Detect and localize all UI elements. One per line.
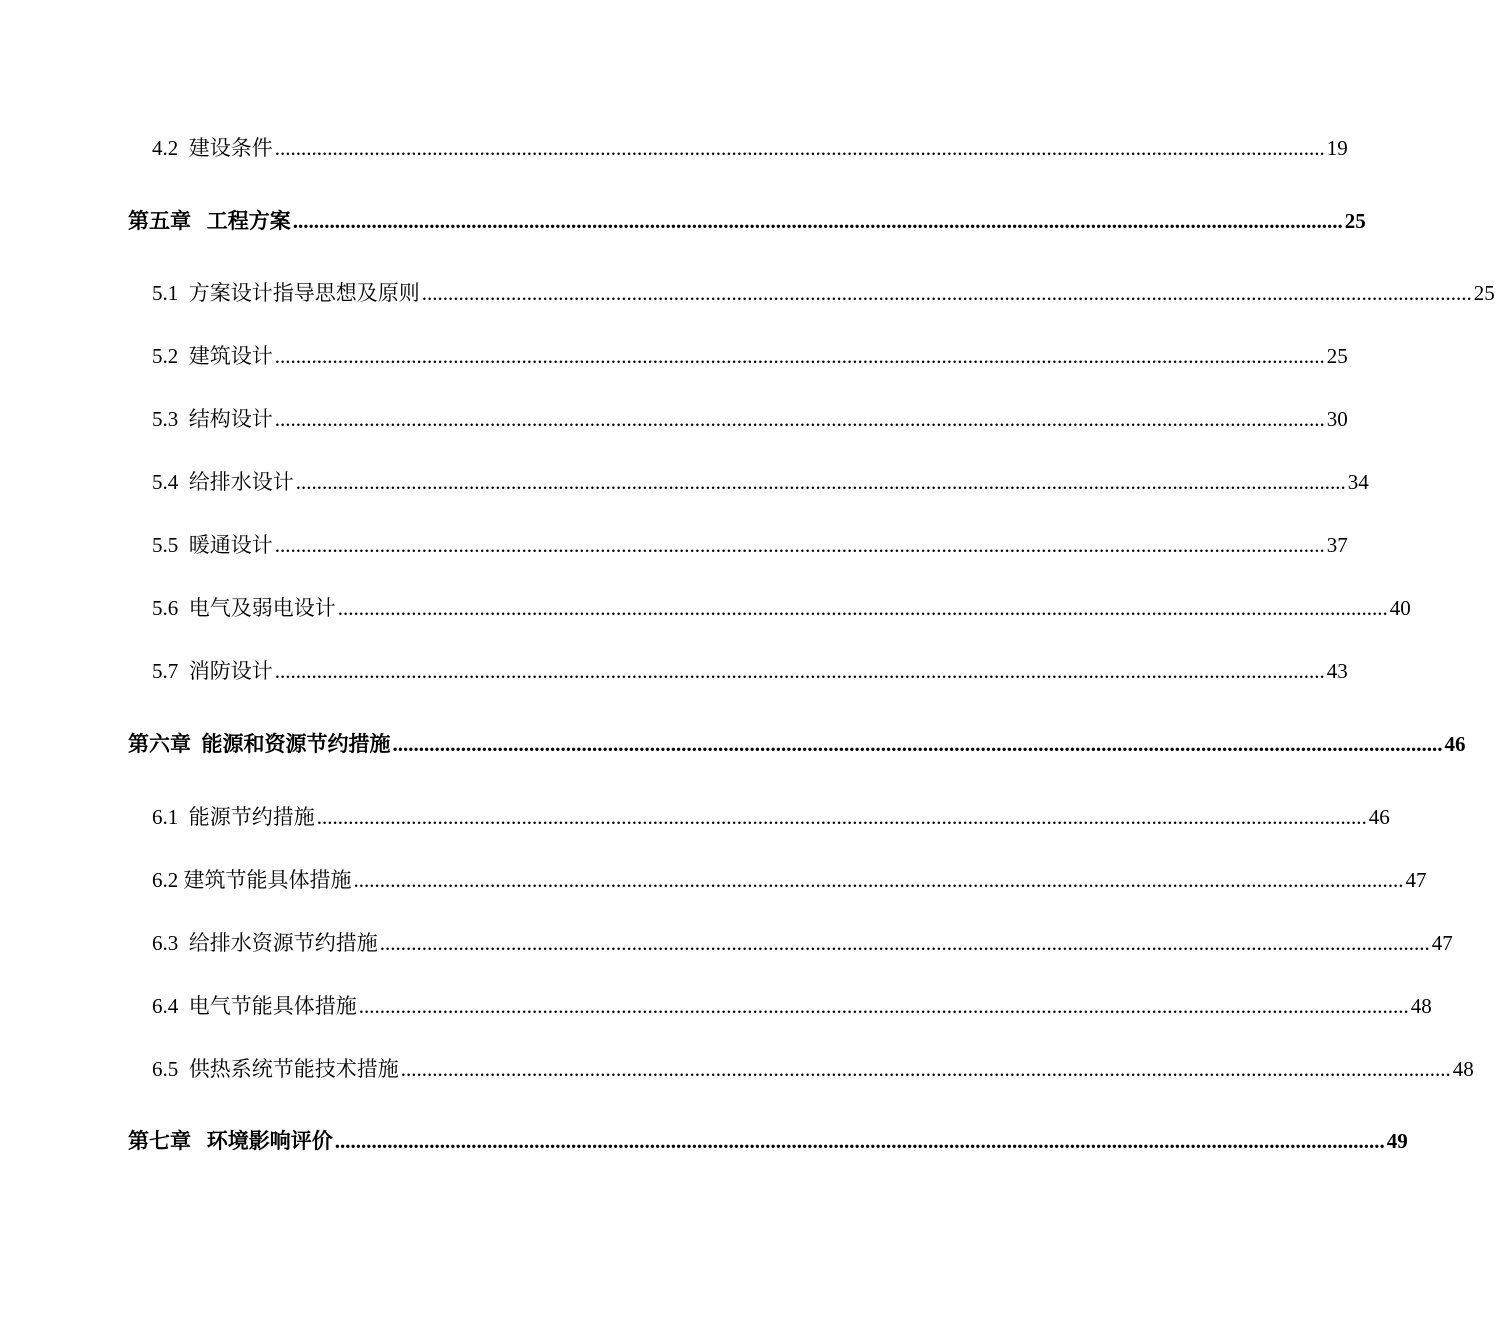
dot-leader: ........................................................................................................................................................................................................ <box>358 994 1409 1018</box>
toc-entry-label: 6.4 电气节能具体措施 <box>152 994 357 1018</box>
dot-leader: ........................................................................................................................................................................................................ <box>392 732 1443 756</box>
toc-entry-label: 5.3 结构设计 <box>152 407 273 431</box>
toc-entry[interactable] <box>0 339 1348 373</box>
dot-leader: ........................................................................................................................................................................................................ <box>295 470 1346 494</box>
toc-entry-label: 第六章 能源和资源节约措施 <box>128 732 391 756</box>
dot-leader: ........................................................................................................................................................................................................ <box>337 596 1388 620</box>
dot-leader: ........................................................................................................................................................................................................ <box>274 659 1325 683</box>
toc-entry[interactable] <box>0 276 1495 310</box>
toc-entry-label: 5.2 建筑设计 <box>152 344 273 368</box>
toc-entry[interactable] <box>0 528 1348 562</box>
dot-leader: ........................................................................................................................................................................................................ <box>274 533 1325 557</box>
toc-page-number: 46 <box>1368 805 1390 829</box>
toc-page-number: 25 <box>1344 209 1366 233</box>
toc-chapter-entry[interactable] <box>0 1124 1408 1158</box>
toc-page-number: 47 <box>1405 868 1427 892</box>
toc-page-number: 48 <box>1452 1057 1474 1081</box>
toc-page-number: 30 <box>1326 407 1348 431</box>
dot-leader: ........................................................................................................................................................................................................ <box>274 136 1325 160</box>
toc-page-number: 34 <box>1347 470 1369 494</box>
toc-entry-label: 6.3 给排水资源节约措施 <box>152 931 378 955</box>
toc-chapter-entry[interactable] <box>0 204 1366 238</box>
toc-entry-label: 第五章 工程方案 <box>128 209 291 233</box>
toc-page-number: 19 <box>1326 136 1348 160</box>
toc-entry-label: 5.7 消防设计 <box>152 659 273 683</box>
toc-entry[interactable] <box>0 591 1411 625</box>
toc-entry[interactable] <box>0 926 1453 960</box>
toc-entry[interactable] <box>0 402 1348 436</box>
dot-leader: ........................................................................................................................................................................................................ <box>421 281 1472 305</box>
toc-page-number: 46 <box>1444 732 1466 756</box>
toc-entry-label: 第七章 环境影响评价 <box>128 1129 333 1153</box>
toc-entry-label: 5.6 电气及弱电设计 <box>152 596 336 620</box>
toc-page-number: 40 <box>1389 596 1411 620</box>
toc-entry[interactable] <box>0 654 1348 688</box>
toc-entry[interactable] <box>0 989 1432 1023</box>
dot-leader: ........................................................................................................................................................................................................ <box>334 1129 1385 1153</box>
toc-entry[interactable] <box>0 800 1390 834</box>
dot-leader: ........................................................................................................................................................................................................ <box>379 931 1430 955</box>
dot-leader: ........................................................................................................................................................................................................ <box>353 868 1404 892</box>
toc-entry-label: 6.2 建筑节能具体措施 <box>152 868 352 892</box>
dot-leader: ........................................................................................................................................................................................................ <box>274 407 1325 431</box>
toc-entry[interactable] <box>0 1052 1474 1086</box>
toc-page-number: 25 <box>1473 281 1495 305</box>
toc-page-number: 43 <box>1326 659 1348 683</box>
toc-entry[interactable] <box>0 465 1369 499</box>
toc-entry-label: 5.4 给排水设计 <box>152 470 294 494</box>
toc-chapter-entry[interactable] <box>0 727 1466 761</box>
toc-entry-label: 6.1 能源节约措施 <box>152 805 315 829</box>
toc-page-number: 48 <box>1410 994 1432 1018</box>
toc-entry-label: 6.5 供热系统节能技术措施 <box>152 1057 399 1081</box>
toc-entry-label: 5.1 方案设计指导思想及原则 <box>152 281 420 305</box>
dot-leader: ........................................................................................................................................................................................................ <box>274 344 1325 368</box>
toc-page-number: 25 <box>1326 344 1348 368</box>
dot-leader: ........................................................................................................................................................................................................ <box>292 209 1343 233</box>
dot-leader: ........................................................................................................................................................................................................ <box>400 1057 1451 1081</box>
toc-page-number: 47 <box>1431 931 1453 955</box>
toc-entry[interactable] <box>0 131 1348 165</box>
toc-entry-label: 5.5 暖通设计 <box>152 533 273 557</box>
toc-page-number: 49 <box>1386 1129 1408 1153</box>
toc-page-number: 37 <box>1326 533 1348 557</box>
toc-entry[interactable] <box>0 863 1427 897</box>
toc-entry-label: 4.2 建设条件 <box>152 136 273 160</box>
dot-leader: ........................................................................................................................................................................................................ <box>316 805 1367 829</box>
